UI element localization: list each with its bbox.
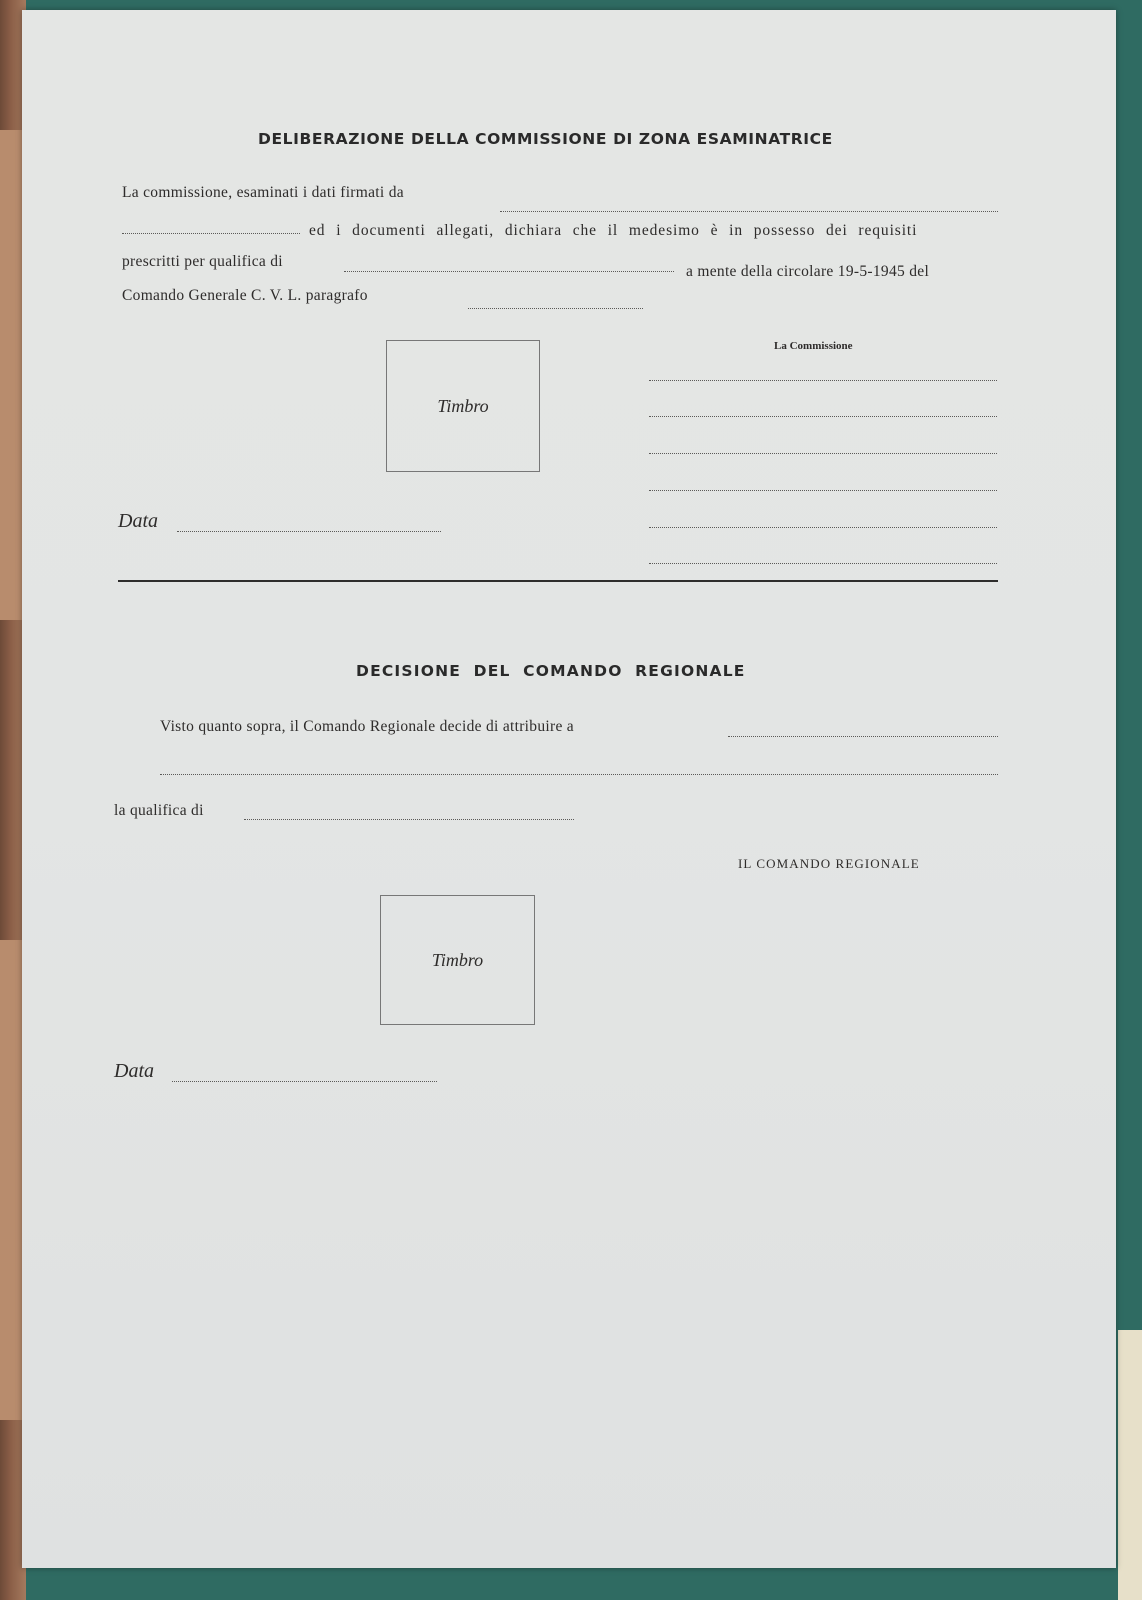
regional-command-signature-label: IL COMANDO REGIONALE — [738, 856, 920, 871]
stamp-box — [380, 895, 535, 1025]
section-divider — [118, 580, 998, 582]
assigned-qualification-field[interactable] — [244, 819, 574, 820]
section1-line3b: a mente della circolare 19-5-1945 del — [686, 263, 930, 280]
commission-signature-line-4[interactable] — [649, 490, 997, 491]
commission-signature-line-2[interactable] — [649, 416, 997, 417]
section1-line1: La commissione, esaminati i dati firmati da — [122, 184, 404, 201]
section1-title: DELIBERAZIONE DELLA COMMISSIONE DI ZONA ESAMINATRICE — [258, 130, 833, 148]
stamp-label: Timbro — [431, 949, 484, 970]
form-sheet — [22, 10, 1116, 1568]
commission-label: La Commissione — [774, 340, 853, 352]
date-field[interactable] — [172, 1081, 437, 1082]
adjacent-page-edge — [1118, 1330, 1142, 1600]
recipient-field-cont[interactable] — [160, 774, 998, 775]
commission-signature-line-3[interactable] — [649, 453, 997, 454]
commission-signature-line-1[interactable] — [649, 380, 997, 381]
recipient-field[interactable] — [728, 736, 998, 737]
section2-line3: la qualifica di — [114, 802, 204, 819]
section1-line3a: prescritti per qualifica di — [122, 253, 283, 270]
date-label: Data — [114, 1060, 154, 1082]
commission-signature-line-6[interactable] — [649, 563, 997, 564]
section1-line4: Comando Generale C. V. L. paragrafo — [122, 287, 368, 304]
date-field[interactable] — [177, 531, 441, 532]
qualification-field[interactable] — [344, 271, 674, 272]
signatory-name-field[interactable] — [500, 211, 998, 212]
commission-signature-line-5[interactable] — [649, 527, 997, 528]
section1-line2: ed i documenti allegati, dichiara che il medesimo è in possesso dei requisiti — [309, 222, 918, 239]
stamp-box — [386, 340, 540, 472]
signatory-name-field-cont[interactable] — [122, 233, 300, 234]
section2-title: DECISIONE DEL COMANDO REGIONALE — [356, 662, 746, 680]
paragraph-field[interactable] — [468, 308, 643, 309]
document — [22, 10, 1116, 1568]
section2-line1: Visto quanto sopra, il Comando Regionale decide di attribuire a — [160, 718, 574, 735]
stamp-label: Timbro — [437, 395, 489, 416]
date-label: Data — [118, 510, 158, 532]
